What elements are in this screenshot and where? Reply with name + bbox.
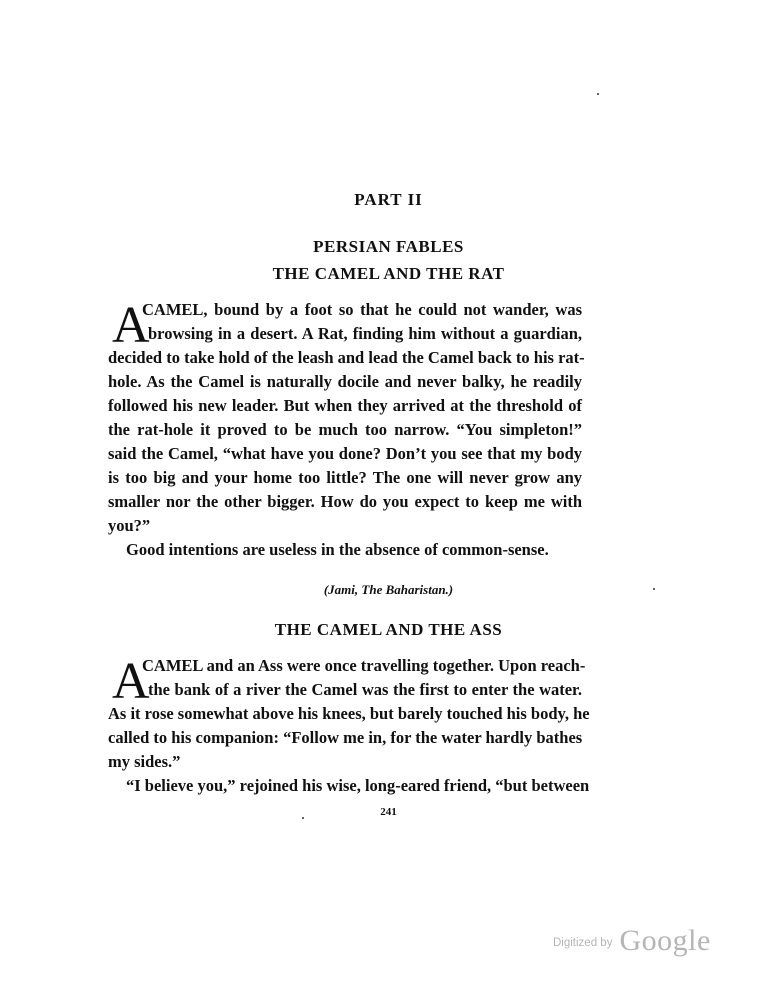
fable-moral: Good intentions are useless in the absence of common-sense. [126, 540, 549, 559]
text-line: the bank of a river the Camel was the first to enter the water. [148, 680, 582, 699]
text-line: As it rose somewhat above his knees, but barely touched his body, he [108, 704, 590, 723]
drop-cap: A [112, 653, 150, 710]
text-line: the rat-hole it proved to be much too narrow. “You simpleton!” [108, 420, 582, 439]
section-heading: PERSIAN FABLES [313, 237, 464, 256]
text-line: is too big and your home too little? The one will never grow any [108, 468, 582, 487]
fable-camel-and-rat-body [108, 297, 585, 538]
text-line: called to his companion: “Follow me in, for the water hardly bathes [108, 728, 583, 747]
text-line: hole. As the Camel is naturally docile and never balky, he readily [108, 372, 582, 391]
text-line: CAMEL and an Ass were once travelling together. Upon reach- [142, 656, 586, 675]
google-watermark [553, 924, 711, 958]
fable-source: (Jami, The Baharistan.) [323, 582, 454, 597]
fable-title-camel-and-rat: THE CAMEL AND THE RAT [272, 264, 505, 283]
digitized-by-label: Digitized by [553, 937, 613, 949]
google-logo: Google [619, 924, 711, 957]
fable-reply-line: “I believe you,” rejoined his wise, long-eared friend, “but between [126, 776, 590, 795]
fable-camel-and-ass-body [108, 653, 590, 774]
scan-speck [597, 93, 599, 95]
text-line: said the Camel, “what have you done? Don’t you see that my body [108, 444, 582, 463]
text-line: followed his new leader. But when they arrived at the threshold of [108, 396, 582, 415]
text-line: you?” [108, 516, 151, 535]
text-line: smaller nor the other bigger. How do you expect to keep me with [108, 492, 582, 511]
part-heading: PART II [354, 190, 423, 209]
page-number: 241 [380, 806, 397, 818]
text-line: CAMEL, bound by a foot so that he could not wander, was [142, 300, 582, 319]
text-line: decided to take hold of the leash and lead the Camel back to his rat- [108, 348, 585, 367]
drop-cap: A [112, 297, 150, 354]
fable-title-camel-and-ass: THE CAMEL AND THE ASS [274, 620, 503, 639]
text-line: browsing in a desert. A Rat, finding him without a guardian, [148, 324, 582, 343]
text-line: my sides.” [108, 752, 181, 771]
